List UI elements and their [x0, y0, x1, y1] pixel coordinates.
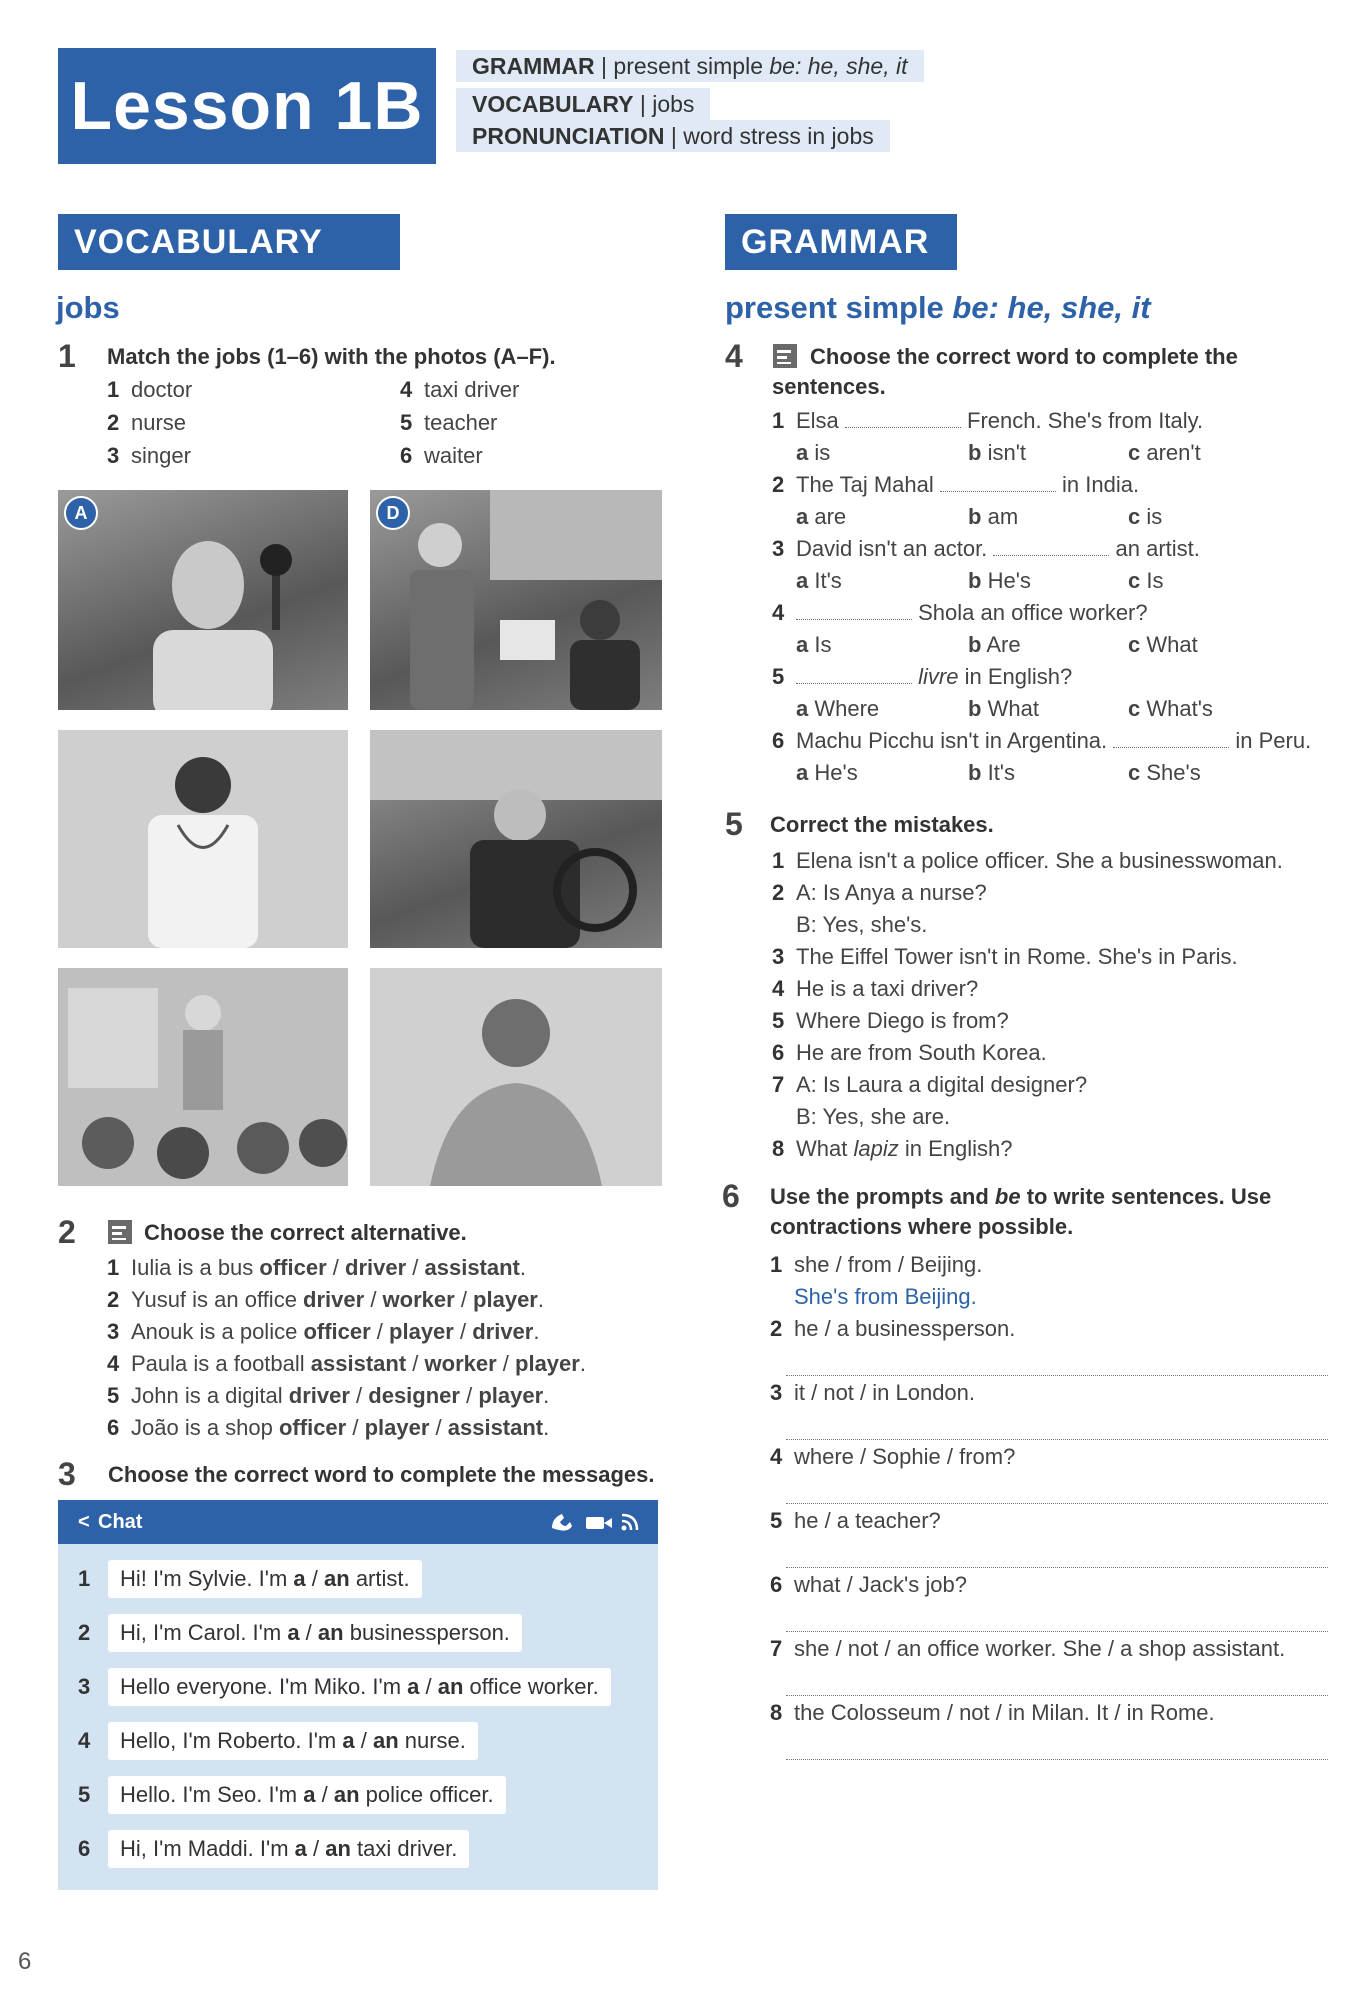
video-icon [586, 1517, 604, 1529]
prompt-item: 4 where / Sophie / from? [770, 1444, 1016, 1469]
doctor-figure [58, 730, 348, 948]
exercise-5-instruction: Correct the mistakes. [770, 812, 994, 837]
chat-message: 5 Hello. I'm Seo. I'm a / an police officer. [58, 1776, 658, 1816]
waiter-figure [370, 490, 662, 710]
chat-message: 4 Hello, I'm Roberto. I'm a / an nurse. [58, 1722, 658, 1762]
chat-message: 3 Hello everyone. I'm Miko. I'm a / an office worker. [58, 1668, 658, 1708]
job-item: 1 doctor [107, 377, 193, 402]
chat-action-icons [548, 1510, 648, 1534]
worksheet-icon [773, 344, 797, 368]
photo-a-singer [58, 490, 348, 710]
back-icon[interactable]: < [78, 1511, 90, 1533]
answer-line[interactable] [786, 1502, 1328, 1504]
exercise-6-instruction: Use the prompts and be to write sentences. Use [770, 1184, 1272, 1209]
taxi-driver-figure [370, 730, 662, 948]
photo-b-doctor [58, 730, 348, 948]
mistake-item: B: Yes, she's. [796, 912, 928, 937]
prompt-item: 5 he / a teacher? [770, 1508, 941, 1533]
chat-message: 2 Hi, I'm Carol. I'm a / an businessperson. [58, 1614, 658, 1654]
photo-label: A [64, 496, 98, 530]
mistake-item: 8 What lapiz in English? [772, 1136, 1013, 1161]
page-number: 6 [18, 1948, 32, 1975]
answer-line[interactable] [786, 1694, 1328, 1696]
mistake-item: 5 Where Diego is from? [772, 1008, 1009, 1033]
photo-c-teacher [58, 968, 348, 1186]
gap-fill-item: 6 Machu Picchu isn't in Argentina. in Peru. [772, 728, 1312, 753]
job-item: 2 nurse [107, 410, 187, 435]
mistake-item: B: Yes, she are. [796, 1104, 951, 1129]
answer-gap[interactable] [940, 473, 1056, 492]
mistake-item: 7 A: Is Laura a digital designer? [772, 1072, 1088, 1097]
example-answer: She's from Beijing. [794, 1284, 977, 1309]
answer-gap[interactable] [993, 537, 1109, 556]
pronunciation-focus: PRONUNCIATION | word stress in jobs [456, 120, 890, 152]
mistake-item: 6 He are from South Korea. [772, 1040, 1047, 1065]
gap-fill-item: 5 livre in English? [772, 664, 1073, 689]
chat-header [58, 1500, 658, 1544]
worksheet-icon [108, 1220, 132, 1244]
chat-panel [58, 1500, 658, 1890]
vocabulary-tab: VOCABULARY [58, 214, 400, 270]
photo-label: D [376, 496, 410, 530]
photo-d-waiter [370, 490, 662, 710]
mistake-item: 2 A: Is Anya a nurse? [772, 880, 987, 905]
mistake-item: 3 The Eiffel Tower isn't in Rome. She's in Paris. [772, 944, 1238, 969]
exercise-3-instruction: Choose the correct word to complete the messages. [108, 1462, 655, 1487]
answer-line[interactable] [786, 1758, 1328, 1760]
prompt-item: 1 she / from / Beijing. [770, 1252, 983, 1277]
prompt-item: 2 he / a businessperson. [770, 1316, 1016, 1341]
job-item: 4 taxi driver [400, 377, 520, 402]
job-item: 6 waiter [400, 443, 483, 468]
chat-title: Chat [98, 1511, 143, 1533]
exercise-1-number: 1 [58, 338, 76, 374]
teacher-figure [58, 968, 348, 1186]
prompt-item: 6 what / Jack's job? [770, 1572, 967, 1597]
exercise-2-number: 2 [58, 1214, 76, 1250]
grammar-tab: GRAMMAR [725, 214, 957, 270]
phone-icon [552, 1514, 572, 1531]
job-item: 5 teacher [400, 410, 498, 435]
photo-f-nurse [370, 968, 662, 1186]
singer-figure [58, 490, 348, 710]
signal-icon [622, 1526, 627, 1531]
chat-message: 1 Hi! I'm Sylvie. I'm a / an artist. [58, 1560, 658, 1600]
exercise-5-number: 5 [725, 806, 743, 842]
answer-line[interactable] [786, 1438, 1328, 1440]
alternative-item: 3 Anouk is a police officer / player / driver. [107, 1319, 540, 1344]
alternative-item: 6 João is a shop officer / player / assistant. [107, 1415, 550, 1440]
answer-line[interactable] [786, 1630, 1328, 1632]
answer-line[interactable] [786, 1374, 1328, 1376]
photo-e-taxi-driver [370, 730, 662, 948]
gap-fill-item: 4 Shola an office worker? [772, 600, 1148, 625]
gap-fill-item: 2 The Taj Mahal in India. [772, 472, 1140, 497]
answer-gap[interactable] [845, 409, 961, 428]
alternative-item: 1 Iulia is a bus officer / driver / assistant. [107, 1255, 527, 1280]
prompt-item: 3 it / not / in London. [770, 1380, 976, 1405]
grammar-focus: GRAMMAR | present simple be: he, she, it [456, 50, 924, 82]
nurse-figure [370, 968, 662, 1186]
gap-fill-item: 3 David isn't an actor. an artist. [772, 536, 1200, 561]
exercise-6-instruction-cont: contractions where possible. [770, 1214, 1074, 1239]
job-item: 3 singer [107, 443, 191, 468]
alternative-item: 4 Paula is a football assistant / worker / player. [107, 1351, 586, 1376]
prompt-item: 8 the Colosseum / not / in Milan. It / in Rome. [770, 1700, 1215, 1725]
lesson-title: Lesson 1B [58, 48, 436, 164]
grammar-subhead: present simple be: he, she, it [725, 290, 1151, 325]
exercise-2-instruction: Choose the correct alternative. [144, 1220, 467, 1245]
alternative-item: 2 Yusuf is an office driver / worker / player. [107, 1287, 544, 1312]
exercise-4-instruction-cont: sentences. [772, 374, 886, 399]
exercise-6-number: 6 [722, 1178, 740, 1214]
gap-fill-item: 1 Elsa French. She's from Italy. [772, 408, 1204, 433]
vocabulary-focus: VOCABULARY | jobs [456, 88, 710, 120]
prompt-item: 7 she / not / an office worker. She / a shop assistant. [770, 1636, 1286, 1661]
answer-line[interactable] [786, 1566, 1328, 1568]
alternative-item: 5 John is a digital driver / designer / player. [107, 1383, 550, 1408]
exercise-4-instruction: Choose the correct word to complete the [810, 344, 1238, 369]
exercise-4-number: 4 [725, 338, 743, 374]
exercise-1-instruction: Match the jobs (1–6) with the photos (A–F). [107, 344, 556, 369]
answer-gap[interactable] [1113, 729, 1229, 748]
answer-gap[interactable] [796, 601, 912, 620]
exercise-3-number: 3 [58, 1456, 76, 1492]
mistake-item: 1 Elena isn't a police officer. She a businesswoman. [772, 848, 1283, 873]
chat-message: 6 Hi, I'm Maddi. I'm a / an taxi driver. [58, 1830, 658, 1870]
mistake-item: 4 He is a taxi driver? [772, 976, 979, 1001]
vocabulary-subhead: jobs [56, 290, 120, 325]
answer-gap[interactable] [796, 665, 912, 684]
